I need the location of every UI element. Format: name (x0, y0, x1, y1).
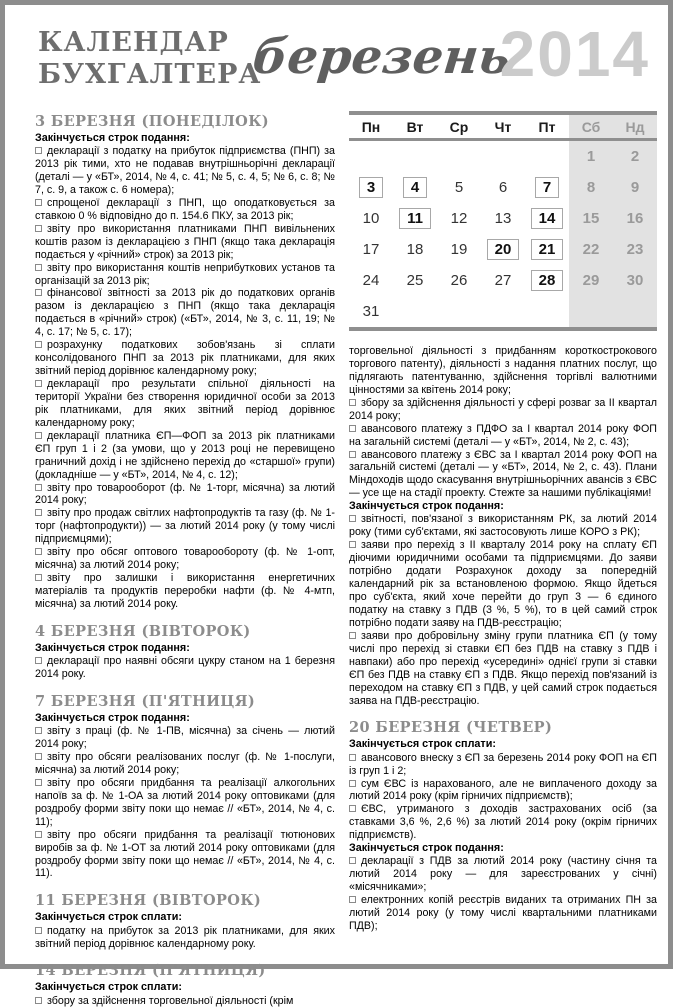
section-date-heading: 3 БЕРЕЗНЯ (ПОНЕДІЛОК) (35, 113, 270, 130)
deadline-item: електронних копій реєстрів виданих та отриманих ПН за лютий 2014 року (у тому числі квартальними платниками ПДВ); (349, 894, 657, 933)
checkbox-icon[interactable] (349, 857, 356, 864)
checkbox-icon[interactable] (35, 264, 42, 271)
page-title-line1: КАЛЕНДАР (38, 27, 229, 58)
checkbox-icon[interactable] (349, 632, 356, 639)
deadline-type-label: Закінчується строк сплати: (35, 911, 182, 924)
calendar-date: 20 (487, 239, 520, 260)
checkbox-icon[interactable] (349, 754, 356, 761)
deadline-item: звіту про товарооборот (ф. № 1-торг, місячна) за лютий 2014 року; (35, 481, 335, 507)
deadline-item: звіту про використання платниками ПНП вивільнених коштів разом із декларацією з ПНП (якщо така декларація подається у «річний» строк) за 2013 рік; (35, 222, 335, 261)
calendar-date: 26 (450, 272, 468, 289)
month-calendar (349, 111, 657, 331)
calendar-date: 29 (582, 272, 600, 289)
calendar-date-cell (349, 265, 393, 296)
deadline-item: звітності, пов'язаної з використанням РК, за лютий 2014 року (тими суб'єктами, які застосовують лише КОРО з РК); (349, 513, 657, 539)
deadline-item: податку на прибуток за 2013 рік платниками, для яких звітний період дорівнює календарному року. (35, 924, 335, 950)
deadline-item: ЄВС, утриманого з доходів застрахованих осіб (за ставками 3,6 %, 2,6 %) за лютий 2014 року (окрім гірничих підприємств). (349, 803, 657, 842)
deadline-item: сум ЄВС із нарахованого, але не виплаченого доходу за лютий 2014 року (крім гірничих підприємств); (349, 777, 657, 803)
deadline-item: заяви про добровільну зміну групи платника ЄП (у тому числі про перехід зі ставки ЄП без ПДВ на ставку з ПДВ і навпаки) або про перехід «усередині» однієї групи зі ставки ЄП без ПДВ на ставку ЄП з ПДВ. Якщо перехід пов'язаний із переходом на ставку ЄП з ПДВ, у цей самий строк подається заява на ПДВ-реєстрацію. (349, 629, 657, 707)
calendar-date-cell (525, 203, 569, 234)
calendar-date-cell (393, 141, 437, 172)
checkbox-icon[interactable] (349, 451, 356, 458)
deadline-item-continuation: торговельної діяльності з придбанням короткострокового торгового патенту), діяльності з надання платних послуг, що підлягають патентуванню, здійснення торгівлі валютними цінностями за квітень 2014 року; (349, 345, 657, 396)
calendar-date: 24 (362, 272, 380, 289)
calendar-date-cell (437, 141, 481, 172)
checkbox-icon[interactable] (35, 147, 42, 154)
page-title (38, 27, 261, 92)
calendar-date-cell (525, 265, 569, 296)
calendar-date-cell (525, 234, 569, 265)
checkbox-icon[interactable] (35, 574, 42, 581)
checkbox-icon[interactable] (349, 541, 356, 548)
calendar-date-cell (349, 296, 393, 327)
calendar-date-cell (481, 265, 525, 296)
deadline-item: авансового платежу з ПДФО за I квартал 2014 року ФОП на загальній системі (деталі — у «БТ», 2014, № 2, с. 43); (349, 422, 657, 448)
deadline-item: розрахунку податкових зобов'язань зі сплати консолідованого ПНП за 2013 рік платниками, для яких звітний період дорівнює календарному року; (35, 339, 335, 378)
checkbox-icon[interactable] (35, 225, 42, 232)
section-date-heading: 4 БЕРЕЗНЯ (ВІВТОРОК) (35, 622, 251, 640)
calendar-date-cell (481, 234, 525, 265)
calendar-date-cell (525, 296, 569, 327)
checkbox-icon[interactable] (35, 831, 42, 838)
calendar-date-cell (393, 203, 437, 234)
deadline-type-label: Закінчується строк подання: (349, 500, 504, 513)
header (5, 5, 668, 109)
deadline-item: спрощеної декларації з ПНП, що оподатковується за ставкою 0 % відповідно до п. 154.6 ПКУ, за 2013 рік; (35, 196, 335, 222)
calendar-date: 13 (494, 210, 512, 227)
right-column-text (349, 345, 657, 933)
checkbox-icon[interactable] (35, 927, 42, 934)
deadline-item: збору за здійснення діяльності у сфері розваг за II квартал 2014 року; (349, 396, 657, 422)
right-column (349, 111, 657, 956)
calendar-date-cell (437, 172, 481, 203)
calendar-date-cell (569, 141, 613, 172)
deadline-item: збору за здійснення торговельної діяльності (крім (35, 995, 335, 1008)
checkbox-icon[interactable] (35, 753, 42, 760)
calendar-date-cell (349, 141, 393, 172)
section-date-heading: 11 БЕРЕЗНЯ (ВІВТОРОК) (35, 892, 262, 910)
deadline-item: авансового внеску з ЄП за березень 2014 року ФОП на ЄП із груп 1 і 2; (349, 751, 657, 777)
deadline-item: фінансової звітності за 2013 рік до податкових органів разом із декларацією з ПНП (якщо така декларація подається в «річний» строк) («БТ», 2014, № 3, с. 11, 19; № 4, с. 17; № 5, с. 17); (35, 287, 335, 339)
checkbox-icon[interactable] (35, 484, 42, 491)
deadline-item: декларації з податку на прибуток підприємства (ПНП) за 2013 рік тими, хто не подавав внутрішньорічні декларації (деталі — у «БТ», 2014, № 4, с. 41; № 5, с. 4, 5; № 6, с. 8; № 7, с. 9, а також с. 6 номера); (35, 145, 335, 196)
calendar-date: 30 (626, 272, 644, 289)
calendar-date: 22 (582, 241, 600, 258)
calendar-date: 23 (626, 241, 644, 258)
month-title: березень (250, 29, 514, 85)
calendar-date: 1 (586, 148, 596, 165)
deadline-type-label: Закінчується строк сплати: (35, 981, 182, 994)
deadline-item: декларації платника ЄП—ФОП за 2013 рік платниками ЄП груп 1 і 2 (за умови, що у 2013 році не перевищено граничний дохід і не здійснено перехід до «старшої» групи) (докладніше — у «БТ», 2014, № 4, с. 12); (35, 429, 335, 481)
checkbox-icon[interactable] (35, 779, 42, 786)
deadline-item: звіту про обсяги придбання та реалізації алкогольних напоїв за ф. № 1-ОА за лютий 2014 року оптовиками (для роздробу форми звіту поки що немає // «БТ», 2014, № 4, с. 11); (35, 776, 335, 828)
calendar-date: 11 (399, 208, 431, 229)
calendar-date: 2 (630, 148, 640, 165)
calendar-date: 5 (454, 179, 464, 196)
calendar-date-cell (481, 141, 525, 172)
calendar-date-cell (569, 203, 613, 234)
checkbox-icon[interactable] (349, 425, 356, 432)
calendar-date-cell (437, 296, 481, 327)
deadline-item: звіту про продаж світлих нафтопродуктів та газу (ф. № 1-торг (нафтопродукти)) — за лютий 2014 року (у тому числі підприємцями); (35, 507, 335, 546)
calendar-date-cell (481, 296, 525, 327)
calendar-date-cell (569, 234, 613, 265)
calendar-day-header: Сб (569, 115, 613, 141)
calendar-date-cell (393, 265, 437, 296)
deadline-item: декларації про наявні обсяги цукру станом на 1 березня 2014 року. (35, 655, 335, 681)
calendar-date: 17 (362, 241, 380, 258)
checkbox-icon[interactable] (349, 780, 356, 787)
calendar-date-cell (393, 234, 437, 265)
calendar-date-cell (613, 265, 657, 296)
calendar-date: 21 (531, 239, 564, 260)
section-date-heading: 20 БЕРЕЗНЯ (ЧЕТВЕР) (349, 719, 553, 737)
checkbox-icon[interactable] (35, 509, 42, 516)
calendar-date-cell (613, 172, 657, 203)
calendar-date-cell (393, 296, 437, 327)
calendar-date: 3 (359, 177, 383, 198)
calendar-grid (349, 115, 657, 327)
deadline-type-label: Закінчується строк подання: (35, 711, 190, 724)
calendar-day-header: Пн (349, 115, 393, 141)
checkbox-icon[interactable] (35, 341, 42, 348)
checkbox-icon[interactable] (35, 289, 42, 296)
calendar-date-cell (613, 234, 657, 265)
deadline-item: звіту про обсяги придбання та реалізації тютюнових виробів за ф. № 1-ОТ за лютий 2014 року оптовиками (для роздробу форми звіту поки що немає // «БТ», 2014, № 4, с. 11). (35, 828, 335, 880)
left-column (35, 111, 335, 1007)
deadline-type-label: Закінчується строк сплати: (349, 738, 496, 751)
calendar-date-cell (525, 172, 569, 203)
calendar-date: 15 (582, 210, 600, 227)
deadline-item: звіту про використання коштів неприбуткових установ та організацій за 2013 рік; (35, 261, 335, 287)
page-title-line2: БУХГАЛТЕРА (38, 59, 262, 91)
deadline-item: декларації про результати спільної діяльності на території України без створення юридичної особи за 2013 рік платниками, для яких звітний період дорівнює календарному року; (35, 378, 335, 429)
calendar-day-header: Пт (525, 115, 569, 141)
content-columns (35, 111, 657, 1007)
deadline-item: звіту з праці (ф. № 1-ПВ, місячна) за січень — лютий 2014 року; (35, 725, 335, 751)
calendar-date: 25 (406, 272, 424, 289)
calendar-date-cell (613, 296, 657, 327)
calendar-date: 31 (362, 303, 380, 320)
calendar-date: 14 (531, 208, 564, 229)
deadline-item: звіту про залишки і використання енергетичних матеріалів та продуктів переробки нафти (ф. № 4-мтп, місячна) за лютий 2014 року. (35, 572, 335, 610)
calendar-date-cell (349, 234, 393, 265)
deadline-type-label: Закінчується строк подання: (35, 641, 190, 654)
calendar-date-cell (569, 265, 613, 296)
deadline-item: звіту про обсяги реалізованих послуг (ф. № 1-послуги, місячна) за лютий 2014 року; (35, 751, 335, 776)
calendar-date-cell (613, 203, 657, 234)
calendar-date-cell (569, 296, 613, 327)
checkbox-icon[interactable] (35, 727, 42, 734)
calendar-date: 9 (630, 179, 640, 196)
year-label: 2014 (499, 18, 650, 90)
checkbox-icon[interactable] (35, 997, 42, 1004)
calendar-date-cell (481, 172, 525, 203)
calendar-date: 12 (450, 210, 468, 227)
deadline-type-label: Закінчується строк подання: (349, 842, 504, 855)
calendar-date-cell (349, 203, 393, 234)
section-date-heading: 7 БЕРЕЗНЯ (П'ЯТНИЦЯ) (35, 692, 256, 710)
calendar-date-cell (525, 141, 569, 172)
checkbox-icon[interactable] (349, 805, 356, 812)
deadline-item: заяви про перехід з II кварталу 2014 року на сплату ЄП діючими юридичними особами та підприємцями. До заяви потрібно додати Розрахунок доходу за попередній календарний рік за встановленою формою. Якщо йдеться про суб'єкта, який хоче перейти до груп 3 — 6 єдиного податку на ставку з ПДВ (3 %, 5 %), то в цей самий строк потрібно подати заяву на ПДВ-реєстрацію; (349, 539, 657, 629)
checkbox-icon[interactable] (349, 515, 356, 522)
calendar-date: 4 (403, 177, 427, 198)
calendar-date-cell (569, 172, 613, 203)
checkbox-icon[interactable] (35, 199, 42, 206)
calendar-day-header: Ср (437, 115, 481, 141)
calendar-date-cell (437, 203, 481, 234)
calendar-date: 10 (362, 210, 380, 227)
checkbox-icon[interactable] (349, 399, 356, 406)
calendar-date-cell (437, 234, 481, 265)
checkbox-icon[interactable] (35, 548, 42, 555)
checkbox-icon[interactable] (35, 380, 42, 387)
calendar-date: 27 (494, 272, 512, 289)
calendar-date-cell (481, 203, 525, 234)
checkbox-icon[interactable] (35, 657, 42, 664)
deadline-type-label: Закінчується строк подання: (35, 132, 190, 144)
checkbox-icon[interactable] (35, 432, 42, 439)
calendar-date: 28 (531, 270, 564, 291)
calendar-day-header: Нд (613, 115, 657, 141)
deadline-item: авансового платежу з ЄВС за I квартал 2014 року ФОП на загальній системі (деталі — у «БТ», 2014, № 2, с. 43). Плани Міндоходів щодо скасування внутрішньорічних авансів з ЄВС — усе ще на стадії проекту. Стежте за нашими публікаціями! (349, 448, 657, 500)
calendar-date: 8 (586, 179, 596, 196)
calendar-day-header: Чт (481, 115, 525, 141)
calendar-date: 7 (535, 177, 559, 198)
calendar-date: 19 (450, 241, 468, 258)
calendar-date: 16 (626, 210, 644, 227)
calendar-day-header: Вт (393, 115, 437, 141)
calendar-date-cell (393, 172, 437, 203)
checkbox-icon[interactable] (349, 896, 356, 903)
calendar-date: 18 (406, 241, 424, 258)
deadline-item: звіту про обсяг оптового товарообороту (ф. № 1-опт, місячна) за лютий 2014 року; (35, 546, 335, 572)
calendar-date-cell (613, 141, 657, 172)
calendar-date-cell (349, 172, 393, 203)
deadline-item: декларації з ПДВ за лютий 2014 року (частину січня та лютий 2014 року — для зареєстрованих у січні) «місячниками»; (349, 855, 657, 894)
section-date-heading: 14 БЕРЕЗНЯ (П'ЯТНИЦЯ) (35, 962, 266, 980)
calendar-date-cell (437, 265, 481, 296)
calendar-date: 6 (498, 179, 508, 196)
